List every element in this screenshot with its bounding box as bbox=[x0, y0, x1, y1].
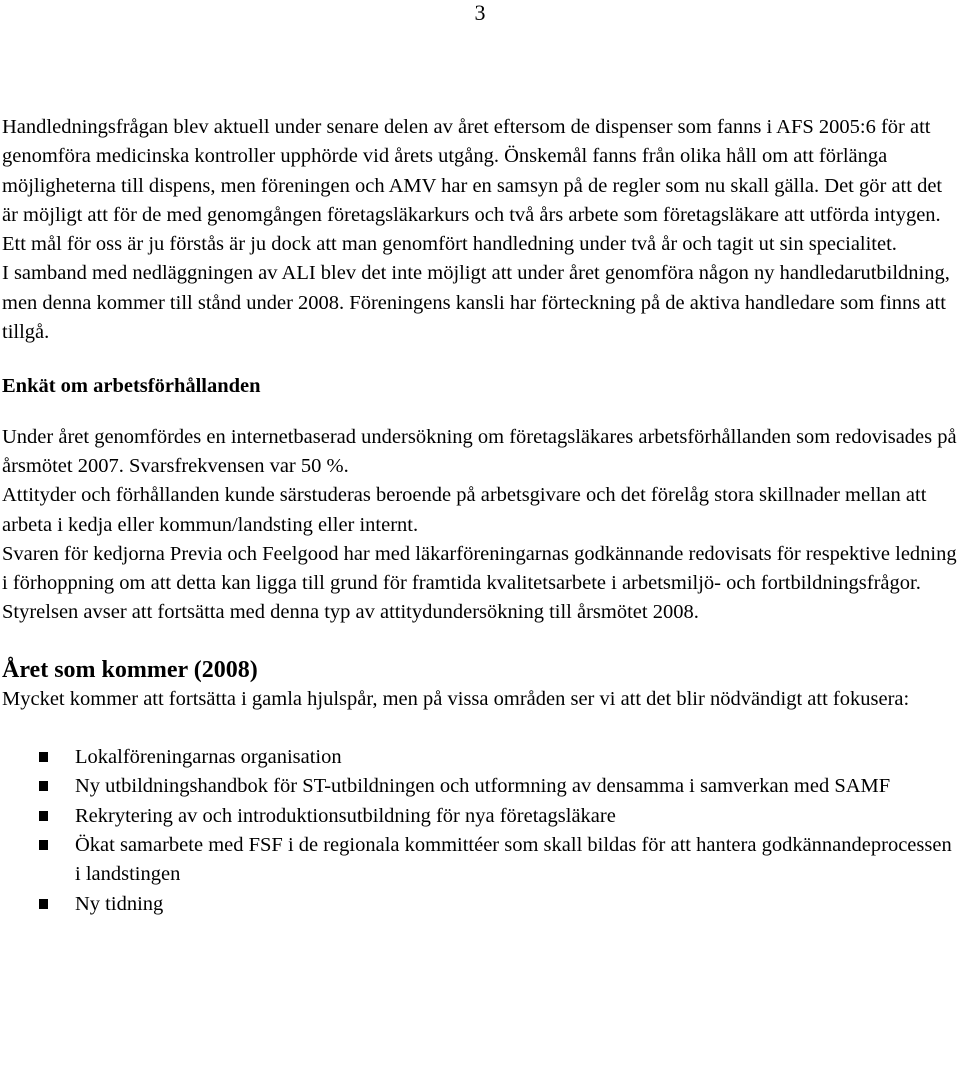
paragraph: Attityder och förhållanden kunde särstuderas beroende på arbetsgivare och det förelåg stora skillnader mellan att arbeta i kedja eller kommun/landsting eller internt. bbox=[2, 484, 927, 536]
focus-list bbox=[2, 743, 958, 919]
paragraph: Svaren för kedjorna Previa och Feelgood har med läkarföreningarnas godkännande redovisats för respektive ledning i förhoppning om att detta kan ligga till grund för framtida kvalitetsarbete i arbetsmiljö- och fortbildningsfrågor. bbox=[2, 542, 957, 595]
list-item-text: Ökat samarbete med FSF i de regionala kommittéer som skall bildas för att hantera godkännandeprocessen i landstingen bbox=[75, 833, 952, 886]
page-number: 3 bbox=[474, 0, 486, 25]
list-item bbox=[2, 772, 958, 801]
square-bullet-icon bbox=[39, 781, 48, 791]
paragraph: Under året genomfördes en internetbaserad undersökning om företagsläkares arbetsförhållanden som redovisades på årsmötet 2007. Svarsfrekvensen var 50 %. bbox=[2, 425, 957, 477]
paragraph: Handledningsfrågan blev aktuell under senare delen av året eftersom de dispenser som fanns i AFS 2005:6 för att genomföra medicinska kontroller upphörde vid årets utgång. Önskemål fanns från olika håll om att förlänga möjligheterna till dispens, men föreningen och AMV har en samsyn på de regler som nu skall gälla. Det gör att det är möjligt att för de med genomgången företagsläkarkurs och två års arbete som företagsläkare att utförda intygen. Ett mål för oss är ju förstås är ju dock att man genomfört handledning under två år och tagit ut sin specialitet. bbox=[2, 116, 943, 256]
list-item bbox=[2, 743, 958, 772]
square-bullet-icon bbox=[39, 752, 48, 762]
document-body bbox=[2, 113, 958, 919]
section-heading-year: Året som kommer (2008) bbox=[2, 656, 258, 683]
paragraph: Mycket kommer att fortsätta i gamla hjulspår, men på vissa områden ser vi att det blir nödvändigt att fokusera: bbox=[2, 687, 910, 710]
list-item bbox=[2, 890, 958, 919]
list-item bbox=[2, 831, 958, 890]
paragraph: Styrelsen avser att fortsätta med denna typ av attitydundersökning till årsmötet 2008. bbox=[2, 601, 699, 624]
list-item-text: Lokalföreningarnas organisation bbox=[75, 746, 342, 769]
paragraph: I samband med nedläggningen av ALI blev det inte möjligt att under året genomföra någon ny handledarutbildning, men denna kommer till stånd under 2008. Föreningens kansli har förteckning på de aktiva handledare som finns att tillgå. bbox=[2, 262, 950, 344]
square-bullet-icon bbox=[39, 899, 48, 909]
square-bullet-icon bbox=[39, 840, 48, 850]
list-item-text: Ny tidning bbox=[75, 892, 164, 915]
list-item-text: Rekrytering av och introduktionsutbildning för nya företagsläkare bbox=[75, 804, 616, 827]
section-heading-survey: Enkät om arbetsförhållanden bbox=[2, 375, 261, 398]
square-bullet-icon bbox=[39, 811, 48, 821]
list-item-text: Ny utbildningshandbok för ST-utbildningen och utformning av densamma i samverkan med SAMF bbox=[75, 775, 891, 798]
list-item bbox=[2, 802, 958, 831]
